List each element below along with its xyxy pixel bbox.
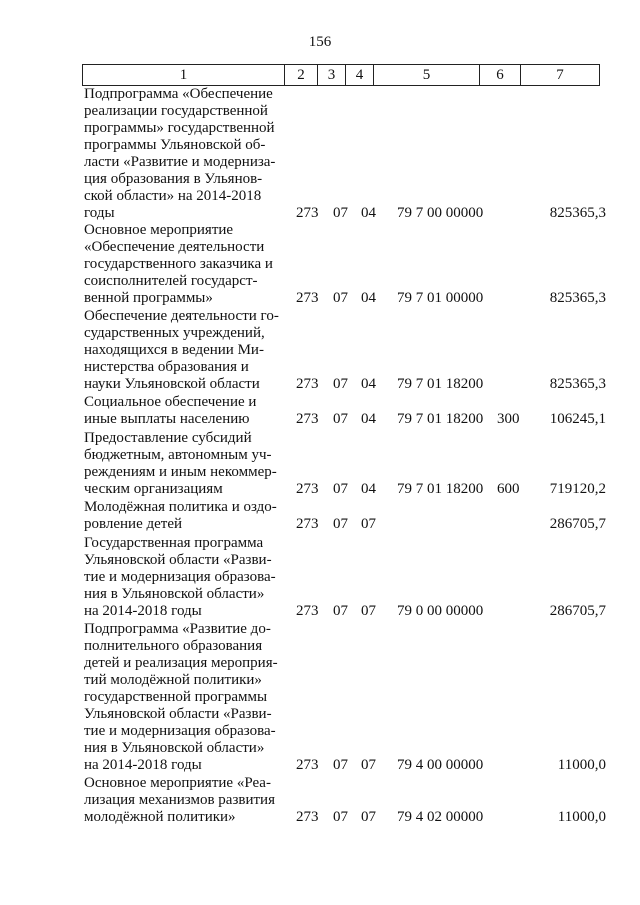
- row-code-target: 79 7 01 18200: [397, 411, 484, 427]
- page-number: 156: [308, 34, 332, 50]
- row-code-section: 07: [333, 376, 348, 392]
- row-code-ministry: 273: [296, 809, 319, 825]
- row-code-target: 79 4 00 00000: [397, 757, 484, 773]
- row-code-ministry: 273: [296, 411, 319, 427]
- column-header-4: 4: [346, 65, 374, 86]
- row-code-section: 07: [333, 205, 348, 221]
- row-amount: 719120,2: [549, 481, 606, 497]
- row-code-subsection: 07: [361, 757, 376, 773]
- row-name: Основное мероприятие «Обеспечение деятельности государственного заказчика и соисполнителей государст- венной программы»: [84, 222, 273, 306]
- column-header-6: 6: [480, 65, 521, 86]
- row-amount: 825365,3: [549, 205, 606, 221]
- column-header-2: 2: [285, 65, 318, 86]
- row-code-target: 79 7 01 18200: [397, 481, 484, 497]
- row-name: Молодёжная политика и оздо- ровление детей: [84, 499, 277, 532]
- row-name: Подпрограмма «Обеспечение реализации государственной программы» государственной программы Ульяновской об- ласти «Развитие и модерниза- ция образования в Ульянов- ской области» на 2014-2018 годы: [84, 86, 276, 221]
- row-amount: 286705,7: [549, 516, 606, 532]
- row-name: Основное мероприятие «Реа- лизация механизмов развития молодёжной политики»: [84, 775, 275, 825]
- row-code-target: 79 7 01 18200: [397, 376, 484, 392]
- row-name: Подпрограмма «Развитие до- полнительного образования детей и реализация мероприя- тий молодёжной политики» государственной программы Ульяновской области «Разви- тие и модернизация образова- ния в Ульяновской области» на 2014-2018 годы: [84, 621, 278, 773]
- column-header-3: 3: [318, 65, 346, 86]
- row-code-subsection: 04: [361, 205, 376, 221]
- row-code-target: 79 0 00 00000: [397, 603, 484, 619]
- row-code-target: 79 7 00 00000: [397, 205, 484, 221]
- row-amount: 106245,1: [549, 411, 606, 427]
- row-code-subsection: 04: [361, 481, 376, 497]
- row-code-subsection: 04: [361, 290, 376, 306]
- row-amount: 286705,7: [549, 603, 606, 619]
- row-code-expense: 300: [497, 411, 520, 427]
- row-name: Обеспечение деятельности го- сударственных учреждений, находящихся в ведении Ми- нистерства образования и науки Ульяновской области: [84, 308, 279, 392]
- row-amount: 825365,3: [549, 376, 606, 392]
- row-code-target: 79 4 02 00000: [397, 809, 484, 825]
- row-code-ministry: 273: [296, 290, 319, 306]
- row-code-section: 07: [333, 481, 348, 497]
- row-amount: 825365,3: [549, 290, 606, 306]
- row-code-subsection: 07: [361, 809, 376, 825]
- column-header-7: 7: [521, 65, 600, 86]
- row-code-ministry: 273: [296, 205, 319, 221]
- row-amount: 11000,0: [557, 757, 606, 773]
- row-code-subsection: 04: [361, 411, 376, 427]
- row-code-expense: 600: [497, 481, 520, 497]
- row-code-subsection: 07: [361, 603, 376, 619]
- row-code-subsection: 04: [361, 376, 376, 392]
- row-code-section: 07: [333, 603, 348, 619]
- row-code-section: 07: [333, 809, 348, 825]
- row-code-section: 07: [333, 290, 348, 306]
- row-name: Предоставление субсидий бюджетным, автономным уч- реждениям и иным некоммер- ческим организациям: [84, 430, 277, 497]
- row-code-section: 07: [333, 757, 348, 773]
- row-name: Государственная программа Ульяновской области «Разви- тие и модернизация образова- ния в Ульяновской области» на 2014-2018 годы: [84, 535, 276, 619]
- row-name: Социальное обеспечение и иные выплаты населению: [84, 394, 257, 427]
- row-code-section: 07: [333, 411, 348, 427]
- row-code-ministry: 273: [296, 516, 319, 532]
- column-header-1: 1: [83, 65, 285, 86]
- row-amount: 11000,0: [557, 809, 606, 825]
- row-code-target: 79 7 01 00000: [397, 290, 484, 306]
- row-code-subsection: 07: [361, 516, 376, 532]
- column-header-5: 5: [374, 65, 480, 86]
- row-code-ministry: 273: [296, 376, 319, 392]
- row-code-ministry: 273: [296, 603, 319, 619]
- column-header-row: [82, 64, 600, 86]
- row-code-ministry: 273: [296, 481, 319, 497]
- row-code-section: 07: [333, 516, 348, 532]
- row-code-ministry: 273: [296, 757, 319, 773]
